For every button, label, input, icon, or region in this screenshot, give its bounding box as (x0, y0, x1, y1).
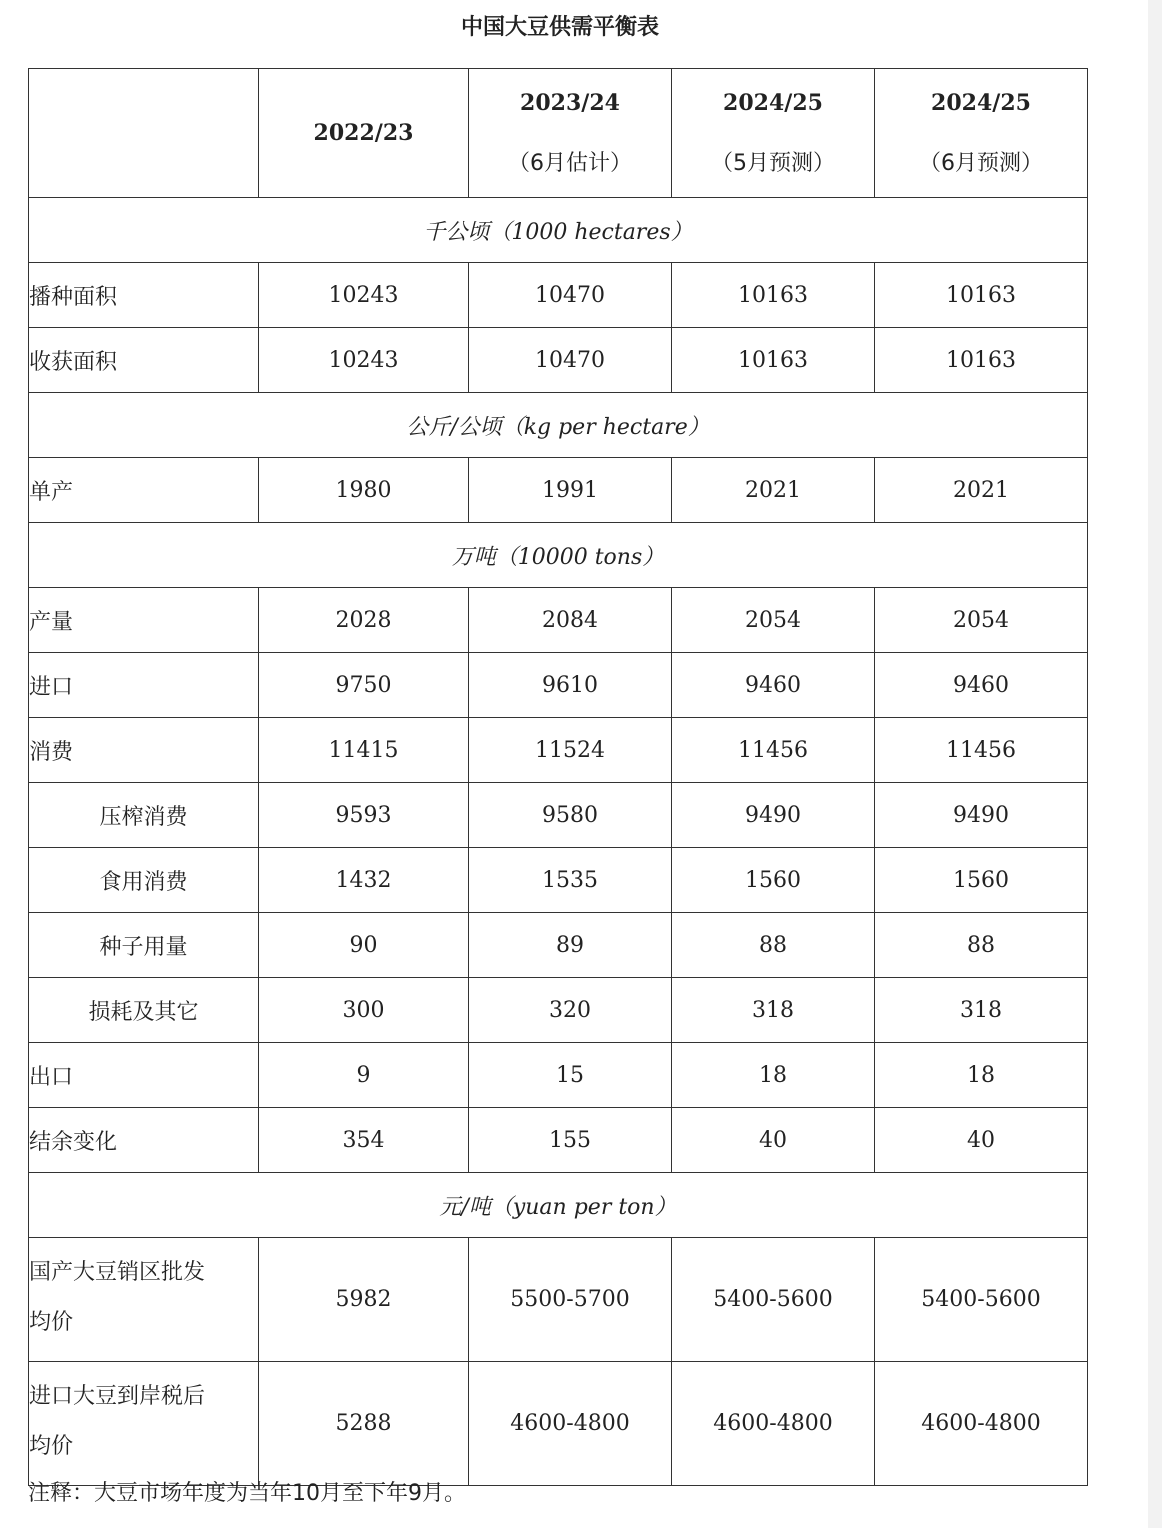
cell-value: 354 (259, 1108, 469, 1173)
unit-row-yield: 公斤/公顷（kg per hectare） (29, 393, 1088, 458)
cell-value: 2054 (875, 588, 1088, 653)
row-label: 压榨消费 (29, 783, 259, 848)
cell-value: 9 (259, 1043, 469, 1108)
cell-value: 1560 (672, 848, 875, 913)
cell-value: 18 (672, 1043, 875, 1108)
column-year: 2024/25 (723, 89, 823, 116)
cell-value: 10243 (259, 263, 469, 328)
cell-value: 1991 (469, 458, 672, 523)
table-row (29, 1238, 1088, 1362)
header-empty-cell (29, 69, 259, 198)
table-row (29, 718, 1088, 783)
column-year: 2023/24 (520, 89, 620, 116)
cell-value: 4600-4800 (875, 1362, 1088, 1486)
table-row (29, 978, 1088, 1043)
header-col-2024-25-jun (875, 69, 1088, 198)
cell-value: 9750 (259, 653, 469, 718)
cell-value: 15 (469, 1043, 672, 1108)
unit-row-area: 千公顷（1000 hectares） (29, 198, 1088, 263)
cell-value: 318 (875, 978, 1088, 1043)
cell-value: 4600-4800 (672, 1362, 875, 1486)
cell-value: 10163 (875, 263, 1088, 328)
table-row (29, 588, 1088, 653)
cell-value: 2021 (875, 458, 1088, 523)
cell-value: 9460 (672, 653, 875, 718)
cell-value: 2084 (469, 588, 672, 653)
row-label: 结余变化 (29, 1108, 259, 1173)
table-row (29, 653, 1088, 718)
row-label: 损耗及其它 (29, 978, 259, 1043)
cell-value: 1535 (469, 848, 672, 913)
row-label: 收获面积 (29, 328, 259, 393)
cell-value: 5400-5600 (672, 1238, 875, 1362)
row-label: 食用消费 (29, 848, 259, 913)
cell-value: 40 (875, 1108, 1088, 1173)
header-col-2023-24 (469, 69, 672, 198)
table-row (29, 1362, 1088, 1486)
cell-value: 300 (259, 978, 469, 1043)
cell-value: 1980 (259, 458, 469, 523)
cell-value: 2021 (672, 458, 875, 523)
cell-value: 5400-5600 (875, 1238, 1088, 1362)
cell-value: 11456 (672, 718, 875, 783)
column-year: 2024/25 (931, 89, 1031, 116)
cell-value: 5288 (259, 1362, 469, 1486)
cell-value: 89 (469, 913, 672, 978)
row-label: 出口 (29, 1043, 259, 1108)
table-row (29, 848, 1088, 913)
column-year: 2022/23 (313, 120, 414, 146)
row-label-line1: 进口大豆到岸税后 (29, 1384, 206, 1409)
cell-value: 40 (672, 1108, 875, 1173)
table-row (29, 328, 1088, 393)
row-label: 种子用量 (29, 913, 259, 978)
unit-row-volume: 万吨（10000 tons） (29, 523, 1088, 588)
row-label (29, 1362, 259, 1486)
row-label (29, 1238, 259, 1362)
row-label-line2: 均价 (29, 1310, 74, 1335)
header-row (29, 69, 1088, 198)
row-label-line2: 均价 (29, 1434, 74, 1459)
cell-value: 11524 (469, 718, 672, 783)
row-label: 播种面积 (29, 263, 259, 328)
cell-value: 318 (672, 978, 875, 1043)
table-row (29, 913, 1088, 978)
table-row (29, 458, 1088, 523)
cell-value: 9490 (672, 783, 875, 848)
header-col-2022-23 (259, 69, 469, 198)
cell-value: 11415 (259, 718, 469, 783)
row-label-line1: 国产大豆销区批发 (29, 1260, 206, 1285)
cell-value: 2028 (259, 588, 469, 653)
cell-value: 1432 (259, 848, 469, 913)
header-col-2024-25-may (672, 69, 875, 198)
cell-value: 88 (672, 913, 875, 978)
cell-value: 5982 (259, 1238, 469, 1362)
cell-value: 10470 (469, 328, 672, 393)
cell-value: 320 (469, 978, 672, 1043)
cell-value: 10163 (672, 263, 875, 328)
unit-row-price: 元/吨（yuan per ton） (29, 1173, 1088, 1238)
table-title: 中国大豆供需平衡表 (460, 15, 659, 40)
cell-value: 9593 (259, 783, 469, 848)
page-edge (1148, 0, 1162, 1528)
column-subtitle: （5月预测） (711, 150, 835, 176)
cell-value: 10243 (259, 328, 469, 393)
table-row (29, 1043, 1088, 1108)
table-footnote: 注释：大豆市场年度为当年10月至下年9月。 (28, 1481, 466, 1506)
cell-value: 88 (875, 913, 1088, 978)
cell-value: 2054 (672, 588, 875, 653)
cell-value: 9490 (875, 783, 1088, 848)
cell-value: 9460 (875, 653, 1088, 718)
cell-value: 5500-5700 (469, 1238, 672, 1362)
table-row (29, 1108, 1088, 1173)
row-label: 产量 (29, 588, 259, 653)
cell-value: 9610 (469, 653, 672, 718)
cell-value: 18 (875, 1043, 1088, 1108)
cell-value: 90 (259, 913, 469, 978)
cell-value: 11456 (875, 718, 1088, 783)
row-label: 单产 (29, 458, 259, 523)
cell-value: 10163 (672, 328, 875, 393)
cell-value: 10470 (469, 263, 672, 328)
row-label: 进口 (29, 653, 259, 718)
supply-demand-table (28, 68, 1088, 1486)
cell-value: 10163 (875, 328, 1088, 393)
table-row (29, 783, 1088, 848)
column-subtitle: （6月估计） (508, 150, 632, 176)
cell-value: 155 (469, 1108, 672, 1173)
table-row (29, 263, 1088, 328)
cell-value: 1560 (875, 848, 1088, 913)
row-label: 消费 (29, 718, 259, 783)
cell-value: 4600-4800 (469, 1362, 672, 1486)
cell-value: 9580 (469, 783, 672, 848)
column-subtitle: （6月预测） (919, 150, 1043, 176)
